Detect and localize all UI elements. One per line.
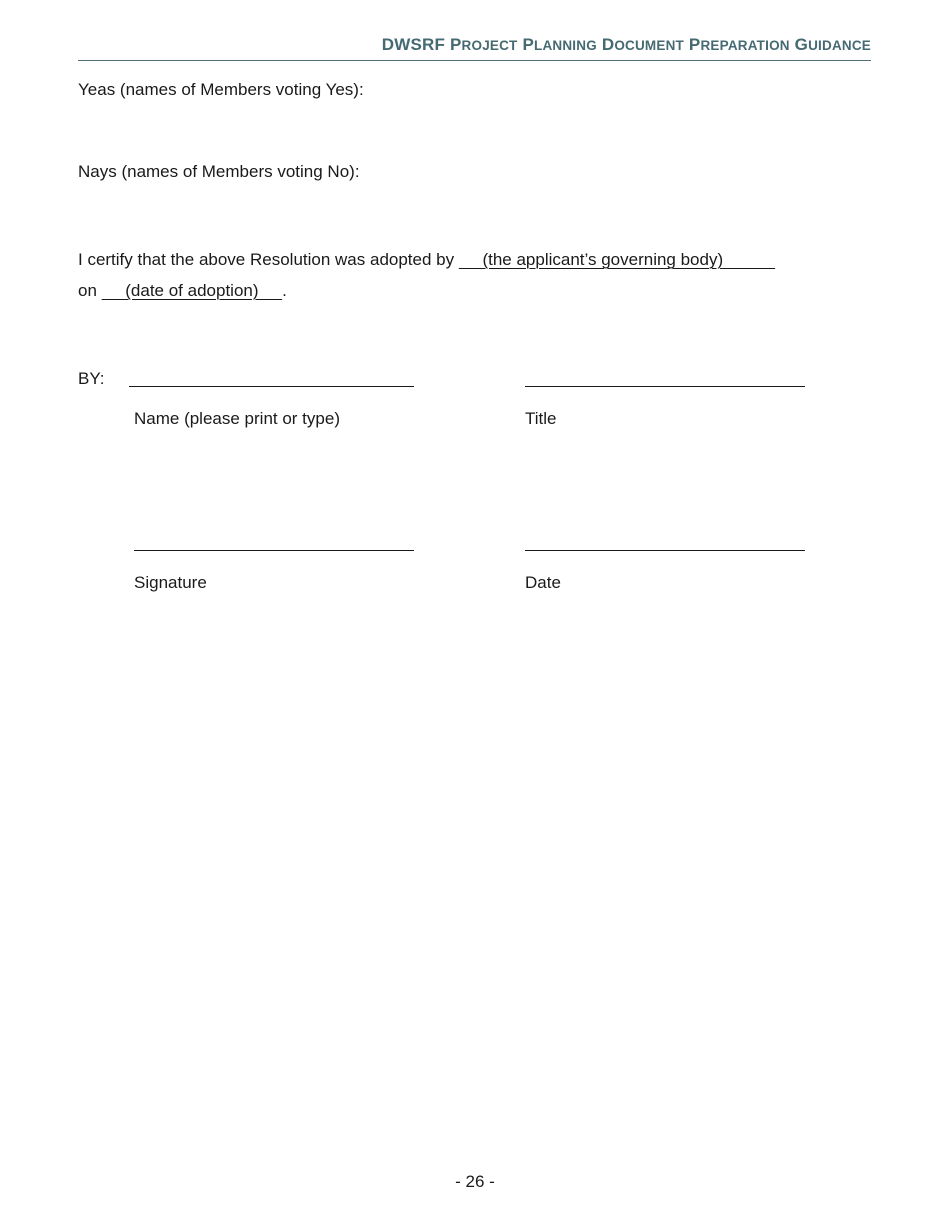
header-cap: P [688, 35, 701, 54]
header-cap: P [522, 35, 534, 54]
header-cap: P [450, 35, 462, 54]
signature-label: Signature [134, 573, 207, 592]
header-smallcaps: ROJECT [461, 38, 518, 53]
certify-date-line [78, 281, 287, 301]
date-line[interactable] [525, 550, 805, 551]
header-smallcaps: REPARATION [700, 38, 790, 53]
title-label: Title [525, 409, 557, 428]
header-cap: G [794, 35, 809, 54]
title-signature-line[interactable] [525, 386, 805, 387]
running-header [382, 35, 871, 55]
certify-prefix: I certify that the above Resolution was adopted by [78, 250, 459, 269]
signature-line[interactable] [134, 550, 414, 551]
header-cap: D [601, 35, 615, 54]
header-smallcaps: OCUMENT [614, 38, 684, 53]
period: . [282, 281, 287, 300]
header-smallcaps: LANNING [534, 38, 597, 53]
certify-statement [78, 250, 775, 270]
on-label: on [78, 281, 102, 300]
adoption-date-field[interactable]: (date of adoption) [101, 281, 283, 300]
header-smallcaps: UIDANCE [808, 38, 871, 53]
header-acronym: DWSRF [381, 35, 446, 54]
name-signature-line[interactable] [129, 386, 414, 387]
yeas-label: Yeas (names of Members voting Yes): [78, 80, 364, 99]
name-label: Name (please print or type) [134, 409, 340, 428]
nays-label: Nays (names of Members voting No): [78, 162, 360, 181]
page-number: - 26 - [455, 1172, 495, 1191]
by-label: BY: [78, 369, 105, 388]
header-divider [78, 60, 871, 61]
governing-body-field[interactable]: (the applicant’s governing body) [458, 250, 776, 269]
date-label: Date [525, 573, 561, 592]
